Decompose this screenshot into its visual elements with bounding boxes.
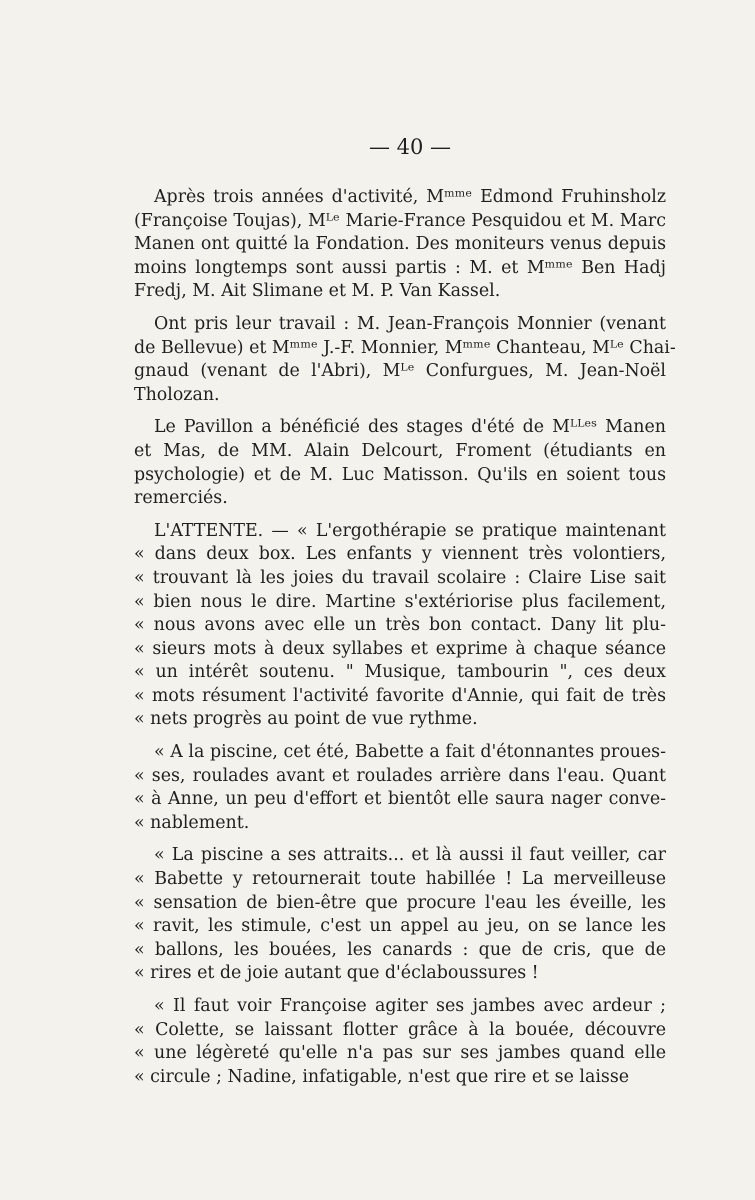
text-line: « ravit, les stimule, c'est un appel au jeu, on se lance les (134, 916, 666, 937)
text-line: Fredj, M. Ait Slimane et M. P. Van Kassel. (134, 281, 501, 302)
paragraph (134, 520, 666, 732)
text-line: et Mas, de MM. Alain Delcourt, Froment (étudiants en (134, 440, 666, 461)
text-line: « circule ; Nadine, infatigable, n'est que rire et se laisse (134, 1066, 630, 1087)
text-line: Après trois années d'activité, Mᵐᵐᵉ Edmond Fruhinsholz (154, 187, 666, 207)
text-line: « un intérêt soutenu. " Musique, tambourin ", ces deux (134, 662, 666, 683)
text-line: (Françoise Toujas), Mᴸᵉ Marie-France Pesquidou et M. Marc (134, 210, 666, 231)
text-line: « nablement. (134, 812, 250, 833)
text-line: « A la piscine, cet été, Babette a fait d'étonnantes proues- (154, 742, 666, 763)
text-line: « une légèreté qu'elle n'a pas sur ses jambes quand elle (134, 1043, 666, 1064)
paragraph (134, 416, 666, 510)
text-line: « Babette y retournerait toute habillée ! La merveilleuse (134, 869, 666, 890)
text-line: « nets progrès au point de vue rythme. (134, 709, 478, 730)
text-line: remerciés. (134, 488, 228, 509)
text-line: Tholozan. (134, 384, 220, 405)
text-line: « La piscine a ses attraits... et là aussi il faut veiller, car (154, 845, 666, 866)
text-line: « nous avons avec elle un très bon contact. Dany lit plu- (134, 615, 666, 636)
paragraph (134, 995, 666, 1089)
text-line: L'ATTENTE. — « L'ergothérapie se pratique maintenant (154, 520, 666, 541)
text-line: « ballons, les bouées, les canards : que de cris, que de (134, 939, 666, 960)
text-line: « trouvant là les joies du travail scolaire : Claire Lise sait (134, 567, 666, 588)
text-line: « à Anne, un peu d'effort et bientôt elle saura nager conve- (134, 789, 666, 810)
text-line: « rires et de joie autant que d'éclaboussures ! (134, 963, 539, 984)
text-line: psychologie) et de M. Luc Matisson. Qu'ils en soient tous (134, 464, 666, 485)
text-line: « bien nous le dire. Martine s'extériorise plus facilement, (134, 591, 666, 612)
text-line: « dans deux box. Les enfants y viennent très volontiers, (134, 544, 666, 565)
text-line: « Il faut voir Françoise agiter ses jambes avec ardeur ; (154, 996, 666, 1016)
page-number: — 40 — (368, 135, 452, 159)
text-line: « Colette, se laissant flotter grâce à la bouée, découvre (134, 1019, 666, 1040)
text-line: « sensation de bien-être que procure l'eau les éveille, les (134, 892, 666, 913)
text-line: « mots résument l'activité favorite d'Annie, qui fait de très (134, 685, 666, 706)
paragraph (134, 741, 666, 835)
paragraph (134, 844, 666, 986)
text-line: Ont pris leur travail : M. Jean-François Monnier (venant (154, 313, 666, 334)
text-line: « sieurs mots à deux syllabes et exprime à chaque séance (134, 638, 666, 659)
text-line: Le Pavillon a bénéficié des stages d'été de Mᴸᴸᵉˢ Manen (154, 417, 666, 438)
paragraph (134, 313, 676, 407)
text-line: « ses, roulades avant et roulades arrière dans l'eau. Quant (134, 765, 666, 786)
text-line: de Bellevue) et Mᵐᵐᵉ J.-F. Monnier, Mᵐᵐᵉ Chanteau, Mᴸᵉ Chai- (134, 337, 676, 358)
text-line: gnaud (venant de l'Abri), Mᴸᵉ Confurgues, M. Jean-Noël (134, 361, 666, 382)
text-line: Manen ont quitté la Fondation. Des moniteurs venus depuis (134, 234, 666, 255)
body-text (134, 186, 676, 1089)
text-line: moins longtemps sont aussi partis : M. et Mᵐᵐᵉ Ben Hadj (134, 257, 666, 278)
paragraph (134, 186, 666, 304)
